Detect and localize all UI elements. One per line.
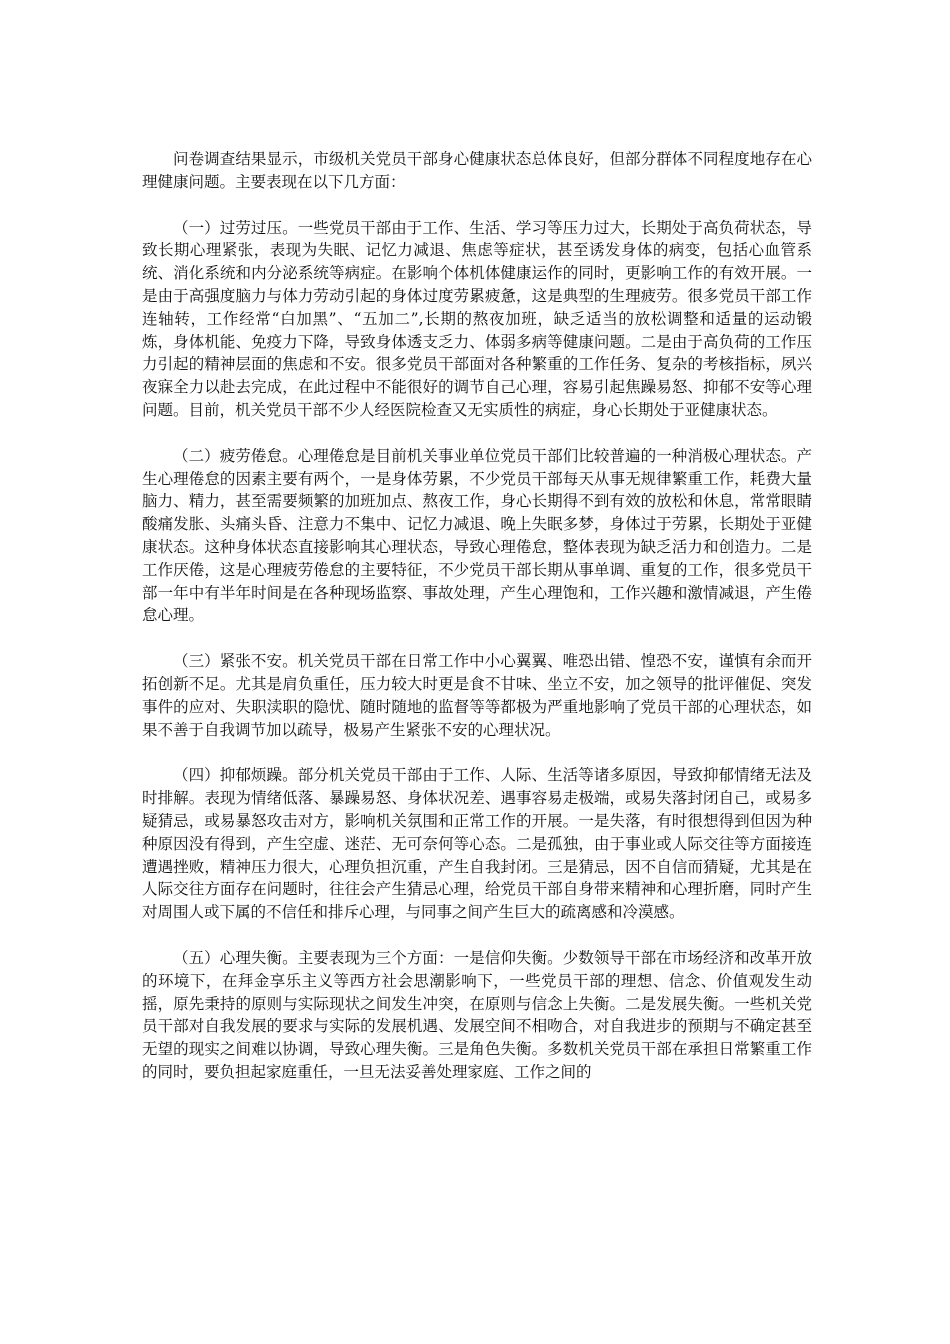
paragraph-spacer bbox=[142, 422, 812, 445]
paragraph-anxiety: （三）紧张不安。机关党员干部在日常工作中小心翼翼、唯恐出错、惶恐不安，谨慎有余而开拓创新不足。尤其是肩负重任，压力较大时更是食不甘味、坐立不安，加之领导的批评催促、突发事件的应对、失职渎职的隐忧、随时随地的监督等等都极为严重地影响了党员干部的心理状态，如果不善于自我调节加以疏导，极易产生紧张不安的心理状况。 bbox=[142, 652, 812, 739]
paragraph-imbalance: （五）心理失衡。主要表现为三个方面：一是信仰失衡。少数领导干部在市场经济和改革开放的环境下，在拜金享乐主义等西方社会思潮影响下，一些党员干部的理想、信念、价值观发生动摇，原先秉持的原则与实际现状之间发生冲突，在原则与信念上失衡。二是发展失衡。一些机关党员干部对自我发展的要求与实际的发展机遇、发展空间不相吻合，对自我进步的预期与不确定甚至无望的现实之间难以协调，导致心理失衡。三是角色失衡。多数机关党员干部在承担日常繁重工作的同时，要负担起家庭重任，一旦无法妥善处理家庭、工作之间的 bbox=[142, 948, 812, 1081]
paragraph-spacer bbox=[142, 924, 812, 947]
paragraph-intro: 问卷调查结果显示，市级机关党员干部身心健康状态总体良好，但部分群体不同程度地存在心理健康问题。主要表现在以下几方面： bbox=[142, 150, 812, 191]
paragraph-spacer bbox=[142, 627, 812, 650]
paragraph-spacer bbox=[142, 741, 812, 764]
document-body bbox=[142, 148, 812, 1084]
paragraph-overwork: （一）过劳过压。一些党员干部由于工作、生活、学习等压力过大，长期处于高负荷状态，导致长期心理紧张，表现为失眠、记忆力减退、焦虑等症状，甚至诱发身体的病变，包括心血管系统、消化系统和内分泌系统等病症。在影响个体机体健康运作的同时，更影响工作的有效开展。一是由于高强度脑力与体力劳动引起的身体过度劳累疲惫，这是典型的生理疲劳。很多党员干部工作连轴转，工作经常“白加黑”、“五加二”,长期的熬夜加班，缺乏适当的放松调整和适量的运动锻炼，身体机能、免疫力下降，导致身体透支乏力、体弱多病等健康问题。二是由于高负荷的工作压力引起的精神层面的焦虑和不安。很多党员干部面对各种繁重的工作任务、复杂的考核指标，夙兴夜寐全力以赴去完成，在此过程中不能很好的调节自己心理，容易引起焦躁易怒、抑郁不安等心理问题。目前，机关党员干部不少人经医院检查又无实质性的病症，身心长期处于亚健康状态。 bbox=[142, 218, 812, 419]
paragraph-depression: （四）抑郁烦躁。部分机关党员干部由于工作、人际、生活等诸多原因，导致抑郁情绪无法及时排解。表现为情绪低落、暴躁易怒、身体状况差、遇事容易走极端，或易失落封闭自己，或易多疑猜忌，或易暴怒攻击对方，影响机关氛围和正常工作的开展。一是失落，有时很想得到但因为种种原因没有得到，产生空虚、迷茫、无可奈何等心态。二是孤独，由于事业或人际交往等方面接连遭遇挫败，精神压力很大，心理负担沉重，产生自我封闭。三是猜忌，因不自信而猜疑，尤其是在人际交往方面存在问题时，往往会产生猜忌心理，给党员干部自身带来精神和心理折磨，同时产生对周围人或下属的不信任和排斥心理，与同事之间产生巨大的疏离感和冷漠感。 bbox=[142, 766, 812, 922]
paragraph-spacer bbox=[142, 194, 812, 217]
paragraph-fatigue: （二）疲劳倦怠。心理倦怠是目前机关事业单位党员干部们比较普遍的一种消极心理状态。产生心理倦怠的因素主要有两个，一是身体劳累，不少党员干部每天从事无规律繁重工作，耗费大量脑力、精力，甚至需要频繁的加班加点、熬夜工作，身心长期得不到有效的放松和休息，常常眼睛酸痛发胀、头痛头昏、注意力不集中、记忆力减退、晚上失眠多梦，身体过于劳累，长期处于亚健康状态。这种身体状态直接影响其心理状态，导致心理倦怠，整体表现为缺乏活力和创造力。二是工作厌倦，这是心理疲劳倦怠的主要特征，不少党员干部长期从事单调、重复的工作，很多党员干部一年中有半年时间是在各种现场监察、事故处理，产生心理饱和，工作兴趣和激情减退，产生倦怠心理。 bbox=[142, 446, 812, 625]
